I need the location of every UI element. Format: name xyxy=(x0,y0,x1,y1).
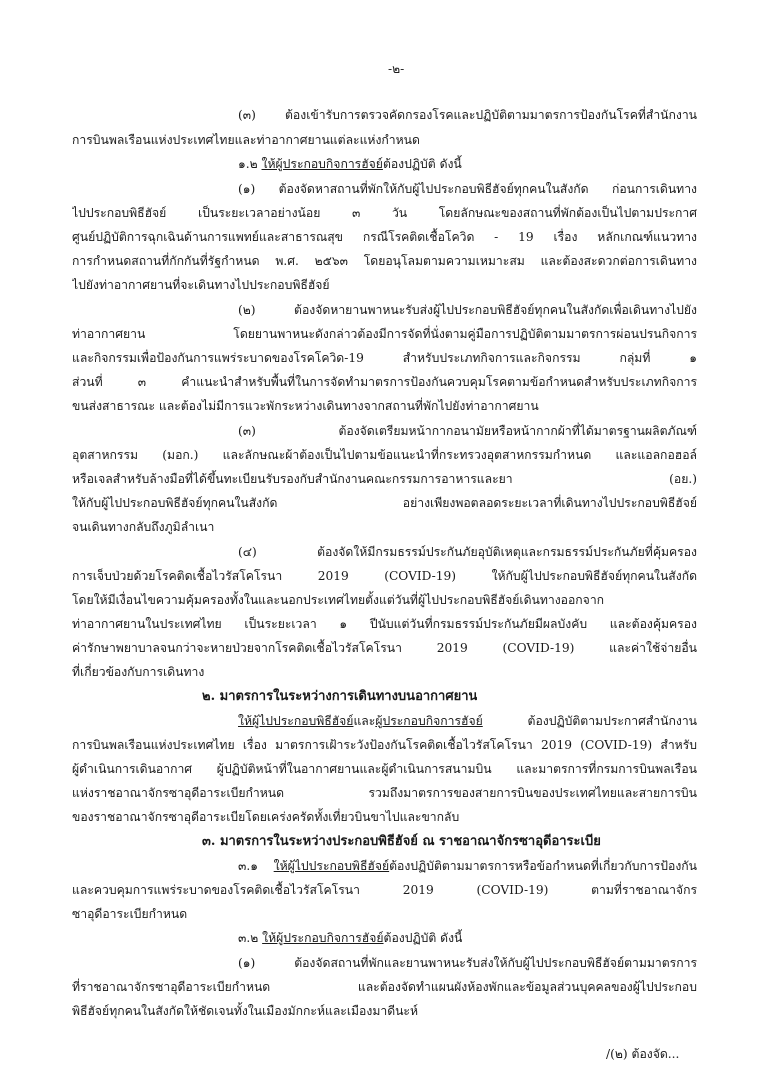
text-line: ขนส่งสาธารณะ และต้องไม่มีการแวะพักระหว่างเดินทางจากสถานที่พักไปยังท่าอากาศยาน xyxy=(72,399,539,413)
text-line: และควบคุมการแพร่ระบาดของโรคติดเชื้อไวรัสโคโรนา 2019 (COVID-19) ตามที่ราชอาณาจักร xyxy=(72,883,697,897)
text-line: หรือเจลสำหรับล้างมือที่ได้ขึ้นทะเบียนรับรองกับสำนักงานคณะกรรมการอาหารและยา (อย.) xyxy=(72,472,697,486)
section-heading-2: ๒. มาตรการในระหว่างการเดินทางบนอากาศยาน xyxy=(202,689,478,704)
underlined-subject: ให้ผู้ประกอบกิจการฮัจย์ xyxy=(261,157,383,171)
text-line: ค่ารักษาพยาบาลจนกว่าจะหายป่วยจากโรคติดเชื้อไวรัสโคโรนา 2019 (COVID-19) และค่าใช้จ่ายอื่น xyxy=(72,641,697,655)
text-line: (๒) ต้องจัดหายานพาหนะรับส่งผู้ไปประกอบพิธีฮัจย์ทุกคนในสังกัดเพื่อเดินทางไปยัง xyxy=(238,303,697,317)
text-line: (๑) ต้องจัดหาสถานที่พักให้กับผู้ไปประกอบพิธีฮัจย์ทุกคนในสังกัด ก่อนการเดินทาง xyxy=(238,182,697,196)
text-line: (๓) ต้องจัดเตรียมหน้ากากอนามัยหรือหน้ากากผ้าที่ได้มาตรฐานผลิตภัณฑ์ xyxy=(238,424,697,438)
text-line: ผู้ดำเนินการเดินอากาศ ผู้ปฏิบัติหน้าที่ในอากาศยานและผู้ดำเนินการสนามบิน และมาตรการที่กรมการบินพลเรือน xyxy=(72,762,697,776)
text-line: การเจ็บป่วยด้วยโรคติดเชื้อไวรัสโคโรนา 2019 (COVID-19) ให้กับผู้ไปประกอบพิธีฮัจย์ทุกคนในสังกัด xyxy=(72,569,697,583)
text-line: ซาอุดีอาระเบียกำหนด xyxy=(72,907,188,921)
text-line: (๑) ต้องจัดสถานที่พักและยานพาหนะรับส่งให้กับผู้ไปประกอบพิธีฮัจย์ตามมาตรการ xyxy=(238,956,697,970)
text-line: ให้กับผู้ไปประกอบพิธีฮัจย์ทุกคนในสังกัด อย่างเพียงพอตลอดระยะเวลาที่เดินทางไปประกอบพิธีฮัจย์ xyxy=(72,496,697,510)
text-line: ไปยังท่าอากาศยานที่จะเดินทางไปประกอบพิธีฮัจย์ xyxy=(72,278,330,292)
text-line: (๔) ต้องจัดให้มีกรมธรรม์ประกันภัยอุบัติเหตุและกรมธรรม์ประกันภัยที่คุ้มครอง xyxy=(238,545,697,559)
text-line: ส่วนที่ ๓ คำแนะนำสำหรับพื้นที่ในการจัดทำมาตรการป้องกันควบคุมโรคตามข้อกำหนดสำหรับประเภทกิจการ xyxy=(72,375,697,389)
continuation-marker: /(๒) ต้องจัด... xyxy=(606,1047,680,1061)
text-line: ท่าอากาศยานในประเทศไทย เป็นระยะเวลา ๑ ปีนับแต่วันที่กรมธรรม์ประกันภัยมีผลบังคับ และต้องคุ้มครอง xyxy=(72,617,697,631)
text-line: (๓) ต้องเข้ารับการตรวจคัดกรองโรคและปฏิบัติตามมาตรการป้องกันโรคที่สำนักงาน xyxy=(238,108,697,122)
text-line: ท่าอากาศยาน โดยยานพาหนะดังกล่าวต้องมีการจัดที่นั่งตามคู่มือการปฏิบัติตามมาตรการผ่อนปรนกิจการ xyxy=(72,327,697,341)
text-line: การกำหนดสถานที่กักกันที่รัฐกำหนด พ.ศ. ๒๕๖๓ โดยอนุโลมตามความเหมาะสม และต้องสะดวกต่อการเดินทาง xyxy=(72,254,697,268)
section-heading-1-2: ๑.๒ ให้ผู้ประกอบกิจการฮัจย์ต้องปฏิบัติ ดังนี้ xyxy=(238,157,462,171)
text-line: แห่งราชอาณาจักรซาอุดีอาระเบียกำหนด รวมถึงมาตรการของสายการบินของประเทศไทยและสายการบิน xyxy=(72,786,697,800)
text-line: การบินพลเรือนแห่งประเทศไทยและท่าอากาศยานแต่ละแห่งกำหนด xyxy=(72,133,420,147)
text-line: จนเดินทางกลับถึงภูมิลำเนา xyxy=(72,520,215,534)
text-line: และกิจกรรมเพื่อป้องกันการแพร่ระบาดของโรคโควิด-19 สำหรับประเภทกิจการและกิจกรรม กลุ่มที่ ๑ xyxy=(72,351,697,365)
text-line: การบินพลเรือนแห่งประเทศไทย เรื่อง มาตรการเฝ้าระวังป้องกันโรคติดเชื้อไวรัสโคโรนา 2019 (COVID-19) สำหรับ xyxy=(72,738,697,752)
text-line: โดยให้มีเงื่อนไขความคุ้มครองทั้งในและนอกประเทศไทยตั้งแต่วันที่ผู้ไปประกอบพิธีฮัจย์เดินทางออกจาก xyxy=(72,593,605,607)
text-line: ที่ราชอาณาจักรซาอุดีอาระเบียกำหนด และต้องจัดทำแผนผังห้องพักและข้อมูลส่วนบุคคลของผู้ไปประกอบ xyxy=(72,980,697,994)
text-line: พิธีฮัจย์ทุกคนในสังกัดให้ชัดเจนทั้งในเมืองมักกะห์และเมืองมาดีนะห์ xyxy=(72,1004,419,1018)
text-line: ให้ผู้ไปประกอบพิธีฮัจย์และผู้ประกอบกิจการฮัจย์ ต้องปฏิบัติตามประกาศสำนักงาน xyxy=(238,714,697,728)
text-line: ของราชอาณาจักรซาอุดีอาระเบียโดยเคร่งครัดทั้งเที่ยวบินขาไปและขากลับ xyxy=(72,810,460,824)
section-heading-3-2: ๓.๒ ให้ผู้ประกอบกิจการฮัจย์ต้องปฏิบัติ ดังนี้ xyxy=(238,931,463,945)
text-line: ที่เกี่ยวข้องกับการเดินทาง xyxy=(72,665,205,679)
section-3-1-line: ๓.๑ ให้ผู้ไปประกอบพิธีฮัจย์ต้องปฏิบัติตามมาตรการหรือข้อกำหนดที่เกี่ยวกับการป้องกัน xyxy=(238,859,697,873)
text-line: ศูนย์ปฏิบัติการฉุกเฉินด้านการแพทย์และสาธารณสุข กรณีโรคติดเชื้อโควิด - 19 เรื่อง หลักเกณฑ์แนวทาง xyxy=(72,230,697,244)
page-number: -๒- xyxy=(388,62,405,76)
text-line: อุตสาหกรรม (มอก.) และลักษณะผ้าต้องเป็นไปตามข้อแนะนำที่กระทรวงอุตสาหกรรมกำหนด และแอลกอฮอล์ xyxy=(72,448,697,462)
section-heading-3: ๓. มาตรการในระหว่างประกอบพิธีฮัจย์ ณ ราชอาณาจักรซาอุดีอาระเบีย xyxy=(202,834,601,849)
text-line: ไปประกอบพิธีฮัจย์ เป็นระยะเวลาอย่างน้อย ๓ วัน โดยลักษณะของสถานที่พักต้องเป็นไปตามประกาศ xyxy=(72,206,697,220)
